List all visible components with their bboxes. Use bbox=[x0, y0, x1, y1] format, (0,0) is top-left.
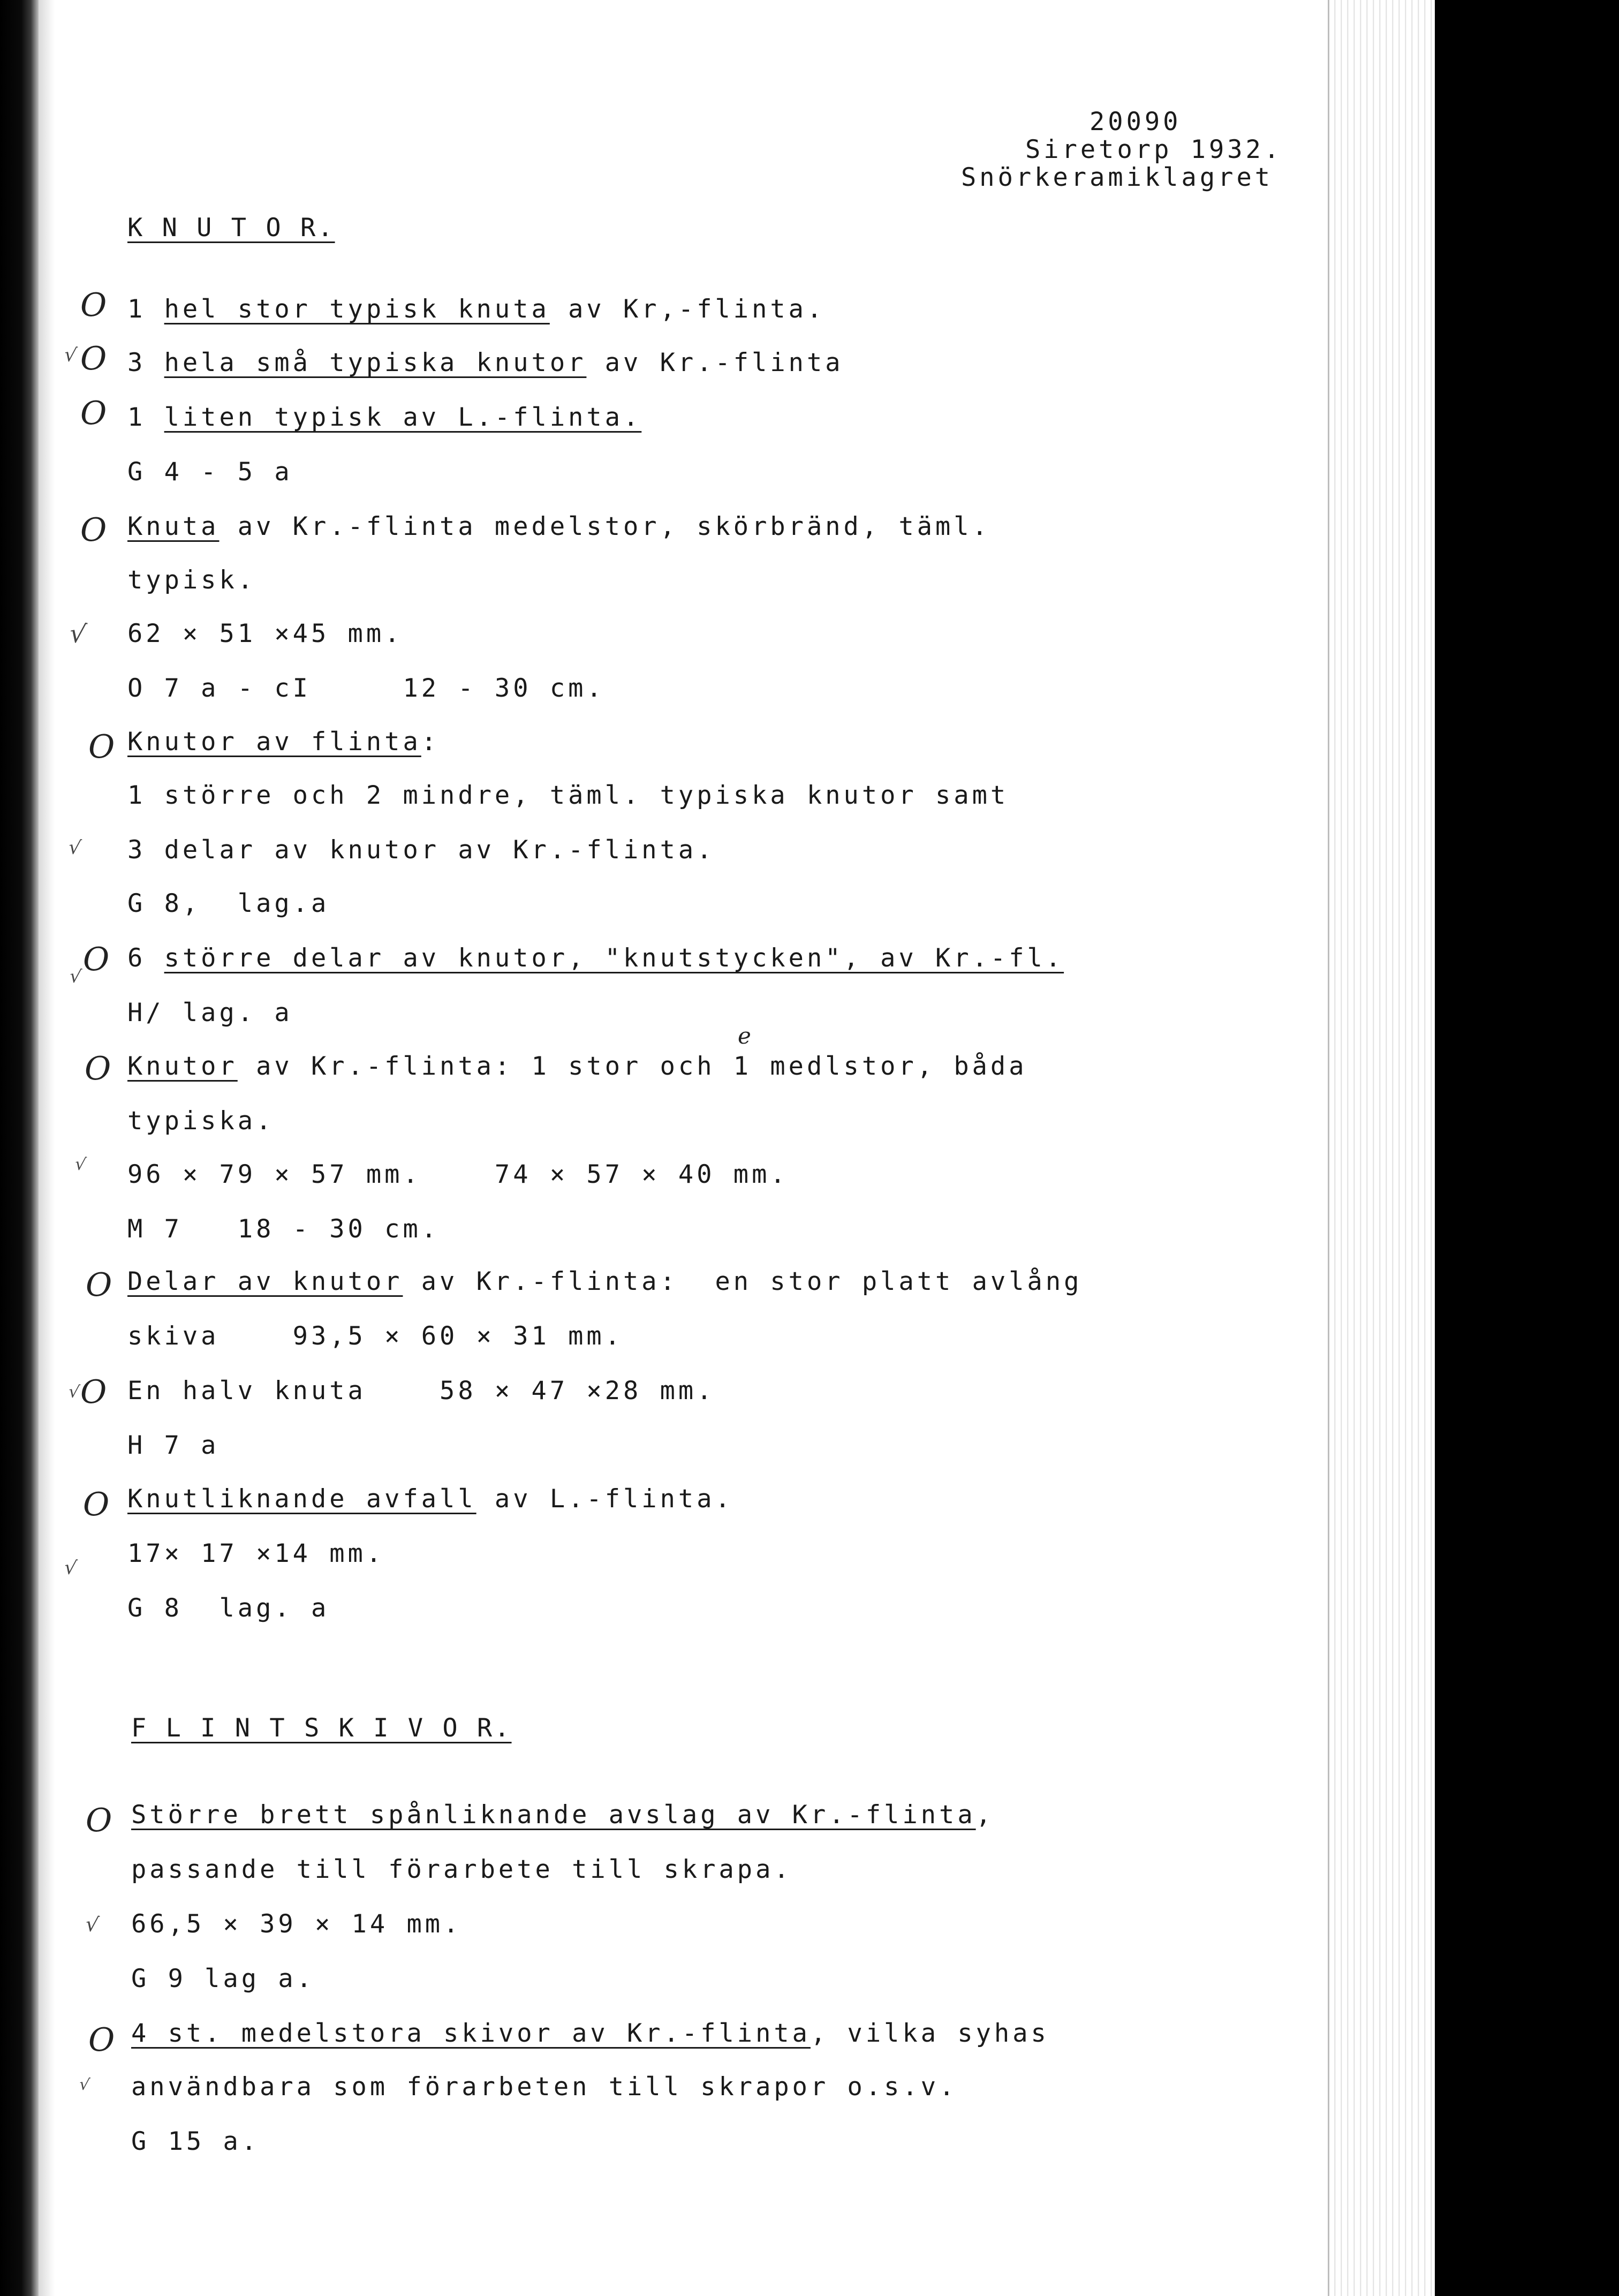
entry-line: passande till förarbete till skrapa. bbox=[131, 1855, 792, 1884]
entry-line: Större brett spånliknande avslag av Kr.-flinta, bbox=[131, 1800, 994, 1830]
measurement: 62 × 51 ×45 mm. bbox=[127, 619, 403, 648]
catalog-number: 20090 bbox=[1090, 107, 1182, 137]
margin-circle-mark: O bbox=[88, 728, 115, 766]
find-location: G 15 a. bbox=[131, 2127, 260, 2156]
entry-line: 3 hela små typiska knutor av Kr.-flinta bbox=[127, 348, 844, 377]
margin-check-mark: √ bbox=[68, 965, 83, 988]
handwritten-correction: e bbox=[738, 1023, 751, 1049]
margin-circle-mark: O bbox=[88, 2021, 115, 2059]
margin-circle-mark: O bbox=[80, 511, 107, 549]
margin-circle-mark: O bbox=[83, 941, 110, 978]
entry-line: Knutor av Kr.-flinta: 1 stor och 1 medlstor, båda bbox=[127, 1052, 1027, 1081]
measurement: skiva 93,5 × 60 × 31 mm. bbox=[127, 1321, 624, 1351]
entry-line: Knuta av Kr.-flinta medelstor, skörbränd, täml. bbox=[127, 512, 990, 541]
margin-circle-mark: O bbox=[86, 1266, 112, 1304]
measurement: 66,5 × 39 × 14 mm. bbox=[131, 1909, 462, 1939]
find-location: M 7 18 - 30 cm. bbox=[127, 1214, 440, 1244]
margin-circle-mark: O bbox=[83, 1486, 110, 1523]
entry-line: 1 hel stor typisk knuta av Kr,-flinta. bbox=[127, 294, 826, 324]
margin-circle-mark: O bbox=[80, 340, 107, 377]
margin-check-mark: √ bbox=[63, 1556, 78, 1580]
margin-circle-mark: O bbox=[80, 286, 107, 324]
dark-background-edge bbox=[1435, 0, 1619, 2296]
margin-check-mark: √ bbox=[67, 836, 82, 860]
find-location: H 7 a bbox=[127, 1431, 220, 1460]
find-location: G 9 lag a. bbox=[131, 1964, 315, 1993]
stacked-page-edges bbox=[1328, 0, 1436, 2296]
entry-line: 1 större och 2 mindre, täml. typiska knutor samt bbox=[127, 781, 1009, 810]
layer-name: Snörkeramiklagret bbox=[961, 163, 1274, 192]
find-location: H/ lag. a bbox=[127, 998, 293, 1028]
binding-gradient bbox=[39, 0, 55, 2296]
site-year: Siretorp 1932. bbox=[1025, 135, 1283, 164]
find-location: O 7 a - cI 12 - 30 cm. bbox=[127, 674, 605, 703]
entry-line: 4 st. medelstora skivor av Kr.-flinta, vilka syhas bbox=[131, 2019, 1049, 2048]
section-heading-flintskivor: F L I N T S K I V O R. bbox=[131, 1713, 512, 1743]
margin-circle-mark: O bbox=[80, 395, 107, 432]
margin-check-mark: √ bbox=[78, 2074, 91, 2095]
find-location: G 4 - 5 a bbox=[127, 457, 293, 487]
entry-line: 3 delar av knutor av Kr.-flinta. bbox=[127, 835, 715, 865]
margin-check-mark: √ bbox=[67, 618, 88, 650]
entry-line: typisk. bbox=[127, 565, 256, 595]
margin-circle-mark: O bbox=[86, 1802, 112, 1839]
entry-line: Delar av knutor av Kr.-flinta: en stor platt avlång bbox=[127, 1267, 1083, 1296]
margin-check-mark: √ bbox=[67, 1380, 81, 1403]
margin-check-mark: √ bbox=[73, 1153, 87, 1175]
book-binding-shadow bbox=[0, 0, 39, 2296]
margin-check-mark: √ bbox=[84, 1912, 101, 1937]
measurement: 96 × 79 × 57 mm. 74 × 57 × 40 mm. bbox=[127, 1160, 789, 1189]
find-location: G 8 lag. a bbox=[127, 1593, 330, 1623]
entry-line: 6 större delar av knutor, "knutstycken", av Kr.-fl. bbox=[127, 943, 1064, 973]
entry-line: Knutliknande avfall av L.-flinta. bbox=[127, 1484, 733, 1514]
margin-circle-mark: O bbox=[80, 1373, 107, 1411]
margin-check-mark: √ bbox=[63, 343, 78, 367]
find-location: G 8, lag.a bbox=[127, 889, 330, 918]
measurement: 17× 17 ×14 mm. bbox=[127, 1539, 385, 1568]
section-heading-knutor: K N U T O R. bbox=[127, 213, 335, 243]
entry-line: Knutor av flinta: bbox=[127, 727, 440, 757]
entry-line: typiska. bbox=[127, 1106, 275, 1136]
measurement: En halv knuta 58 × 47 ×28 mm. bbox=[127, 1376, 715, 1406]
entry-line: 1 liten typisk av L.-flinta. bbox=[127, 403, 642, 432]
entry-line: användbara som förarbeten till skrapor o.s.v. bbox=[131, 2072, 958, 2102]
margin-circle-mark: O bbox=[85, 1050, 111, 1087]
